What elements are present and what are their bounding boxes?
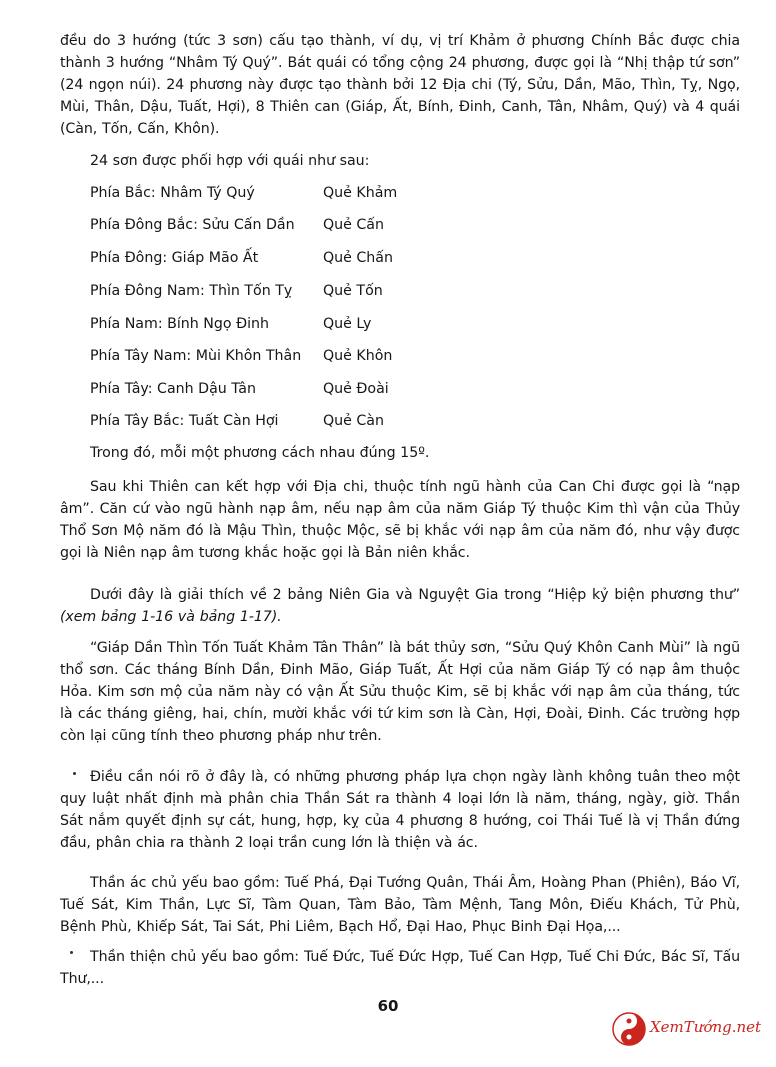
- paragraph-2: Sau khi Thiên can kết hợp với Địa chi, thuộc tính ngũ hành của Can Chi được gọi là “nạp âm”. Căn cứ vào ngũ hành nạp âm, nếu nạp âm của năm Giáp Tý thuộc Kim thì vận của Thủy Thổ Sơn Mộ năm đó là Mậu Thìn, thuộc Mộc, sẽ bị khắc với nạp âm của năm đó, như vậy được gọi là Niên nạp âm tương khắc hoặc gọi là Bản niên khắc.: [60, 479, 740, 561]
- direction-label: Phía Nam: Bính Ngọ Đinh: [90, 316, 270, 332]
- direction-row: [90, 247, 510, 269]
- degree-note: Trong đó, mỗi một phương cách nhau đúng 15º.: [90, 445, 430, 461]
- direction-label: Phía Bắc: Nhâm Tý Quý: [90, 185, 255, 201]
- page-number: 60: [377, 997, 399, 1015]
- direction-label: Phía Đông Bắc: Sửu Cấn Dần: [90, 217, 295, 233]
- table-intro: 24 sơn được phối hợp với quái như sau:: [90, 153, 370, 169]
- table-reference: (xem bảng 1-16 và bảng 1-17).: [60, 609, 282, 625]
- direction-row: [90, 313, 510, 335]
- trigram-label: Quẻ Tốn: [323, 283, 383, 299]
- direction-row: [90, 345, 510, 367]
- scan-speck: [70, 951, 73, 954]
- direction-label: Phía Tây Bắc: Tuất Càn Hợi: [90, 413, 279, 429]
- trigram-label: Quẻ Ly: [323, 316, 372, 332]
- direction-row: [90, 410, 510, 432]
- direction-row: [90, 214, 510, 236]
- trigram-label: Quẻ Chấn: [323, 250, 393, 266]
- trigram-label: Quẻ Cấn: [323, 217, 384, 233]
- direction-label: Phía Đông: Giáp Mão Ất: [90, 250, 259, 266]
- direction-label: Phía Tây: Canh Dậu Tân: [90, 381, 256, 397]
- paragraph-3-text: Dưới đây là giải thích về 2 bảng Niên Gia và Nguyệt Gia trong “Hiệp kỷ biện phương thư”: [90, 587, 740, 603]
- paragraph-5: Điều cần nói rõ ở đây là, có những phương pháp lựa chọn ngày lành không tuân theo một quy luật nhất định mà phân chia Thần Sát ra thành 4 loại lớn là năm, tháng, ngày, giờ. Thần Sát nắm quyết định sự cát, hung, hợp, kỵ của 4 phương 8 hướng, coi Thái Tuế là vị Thần đứng đầu, phân chia ra thành 2 loại trần cung lớn là thiện và ác.: [60, 769, 740, 851]
- paragraph-6: Thần ác chủ yếu bao gồm: Tuế Phá, Đại Tướng Quân, Thái Âm, Hoàng Phan (Phiên), Báo Vĩ, Tuế Sát, Kim Thần, Lực Sĩ, Tàm Quan, Tàm Bảo, Tàm Mệnh, Tang Môn, Điếu Khách, Tử Phù, Bệnh Phù, Khiếp Sát, Tai Sát, Phi Liêm, Bạch Hổ, Đại Hao, Phục Binh Đại Họa,...: [60, 875, 740, 935]
- paragraph-3: [60, 584, 740, 628]
- trigram-label: Quẻ Khảm: [323, 185, 398, 201]
- yin-yang-icon: [612, 1012, 646, 1046]
- direction-row: [90, 378, 510, 400]
- paragraph-7: Thần thiện chủ yếu bao gồm: Tuế Đức, Tuế Đức Hợp, Tuế Can Hợp, Tuế Chi Đức, Bác Sĩ, Tấu Thư,...: [60, 949, 740, 987]
- trigram-label: Quẻ Khôn: [323, 348, 393, 364]
- watermark-text: XemTướng.net: [650, 1018, 762, 1036]
- direction-row: [90, 182, 510, 204]
- paragraph-4: “Giáp Dần Thìn Tốn Tuất Khảm Tân Thân” là bát thủy sơn, “Sửu Quý Khôn Canh Mùi” là ngũ thổ sơn. Các tháng Bính Dần, Đinh Mão, Giáp Tuất, Ất Hợi của năm Giáp Tý có nạp âm thuộc Hỏa. Kim sơn mộ của năm này có vận Ất Sửu thuộc Kim, sẽ bị khắc với nạp âm của tháng, tức là các tháng giêng, hai, chín, mười khắc với tứ kim sơn là Càn, Hợi, Đoài, Đinh. Các trường hợp còn lại cũng tính theo phương pháp như trên.: [60, 640, 740, 744]
- trigram-label: Quẻ Đoài: [323, 381, 389, 397]
- scan-speck: [73, 772, 76, 775]
- watermark-logo: [610, 1008, 770, 1052]
- direction-row: [90, 280, 510, 302]
- paragraph-1: đều do 3 hướng (tức 3 sơn) cấu tạo thành, ví dụ, vị trí Khảm ở phương Chính Bắc được chia thành 3 hướng “Nhâm Tý Quý”. Bát quái có tổng cộng 24 phương, được gọi là “Nhị thập tứ sơn” (24 ngọn núi). 24 phương này được tạo thành bởi 12 Địa chi (Tý, Sửu, Dần, Mão, Thìn, Tỵ, Ngọ, Mùi, Thân, Dậu, Tuất, Hợi), 8 Thiên can (Giáp, Ất, Bính, Đinh, Canh, Tân, Nhâm, Quý) và 4 quái (Càn, Tốn, Cấn, Khôn).: [60, 33, 740, 137]
- trigram-label: Quẻ Càn: [323, 413, 384, 429]
- direction-label: Phía Đông Nam: Thìn Tốn Tỵ: [90, 283, 293, 299]
- direction-label: Phía Tây Nam: Mùi Khôn Thân: [90, 348, 302, 364]
